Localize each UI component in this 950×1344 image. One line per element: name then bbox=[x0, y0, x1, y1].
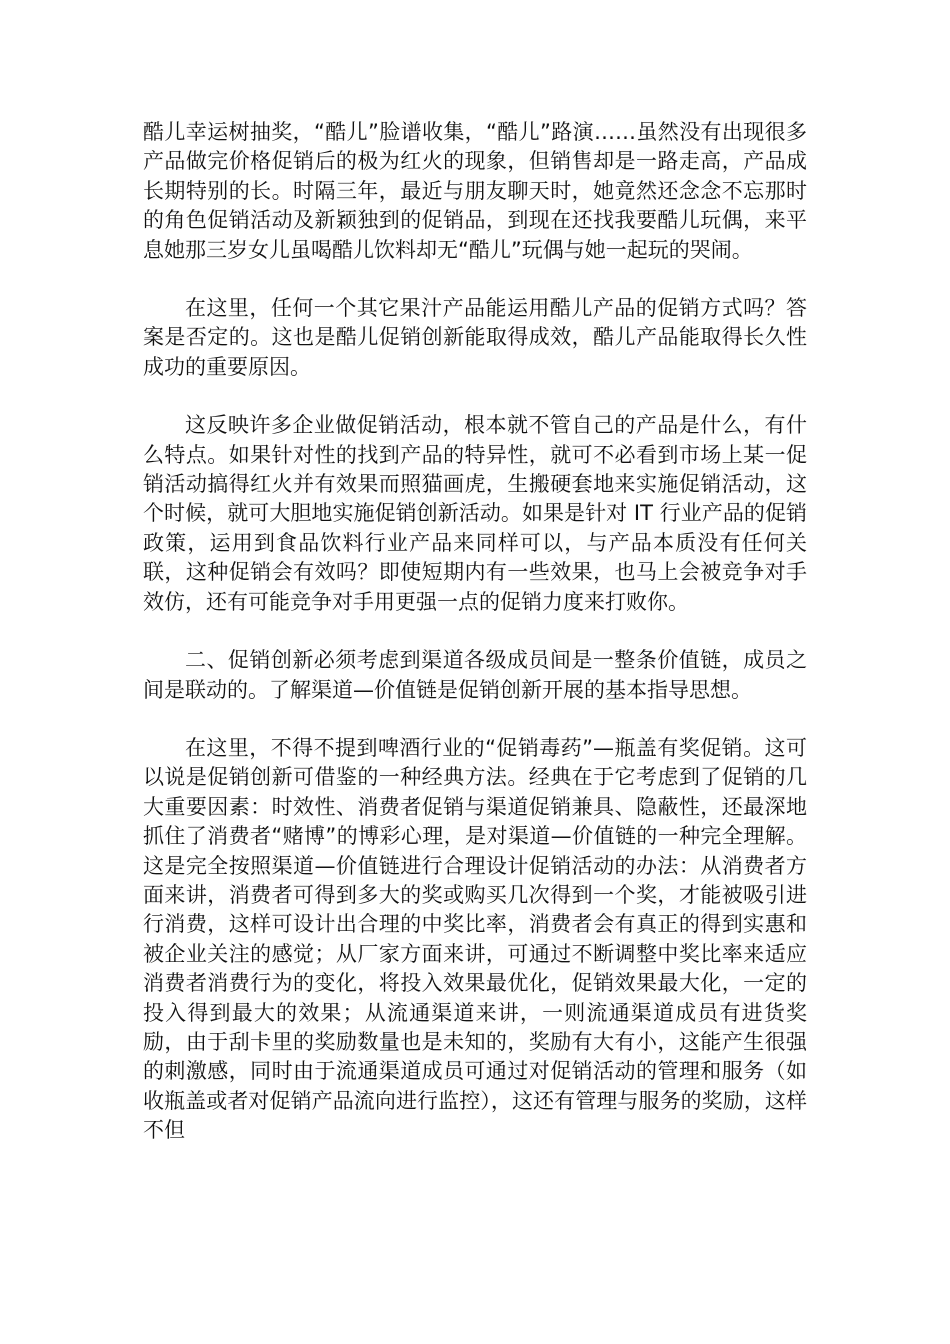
paragraph-3: 这反映许多企业做促销活动，根本就不管自己的产品是什么，有什么特点。如果针对性的找到产品的特异性，就可不必看到市场上某一促销活动搞得红火并有效果而照猫画虎，生搬硬套地来实施促销活动，这个时候，就可大胆地实施促销创新活动。如果是针对 IT 行业产品的促销政策，运用到食品饮料行业产品来同样可以，与产品本质没有任何关联，这种促销会有效吗？即使短期内有一些效果，也马上会被竞争对手效仿，还有可能竞争对手用更强一点的促销力度来打败你。 bbox=[143, 413, 807, 614]
paragraph-4: 二、促销创新必须考虑到渠道各级成员间是一整条价值链，成员之间是联动的。了解渠道—价值链是促销创新开展的基本指导思想。 bbox=[143, 648, 807, 702]
paragraph-5: 在这里，不得不提到啤酒行业的“促销毒药”—瓶盖有奖促销。这可以说是促销创新可借鉴的一种经典方法。经典在于它考虑到了促销的几大重要因素：时效性、消费者促销与渠道促销兼具、隐蔽性，还最深地抓住了消费者“赌博”的博彩心理，是对渠道—价值链的一种完全理解。这是完全按照渠道—价值链进行合理设计促销活动的办法：从消费者方面来讲，消费者可得到多大的奖或购买几次得到一个奖，才能被吸引进行消费，这样可设计出合理的中奖比率，消费者会有真正的得到实惠和被企业关注的感觉；从厂家方面来讲，可通过不断调整中奖比率来适应消费者消费行为的变化，将投入效果最优化，促销效果最大化，一定的投入得到最大的效果；从流通渠道来讲，一则流通渠道成员有进货奖励，由于刮卡里的奖励数量也是未知的，奖励有大有小，这能产生很强的刺激感，同时由于流通渠道成员可通过对促销活动的管理和服务（如收瓶盖或者对促销产品流向进行监控），这还有管理与服务的奖励，这样不但 bbox=[143, 735, 807, 1143]
paragraph-1: 酷儿幸运树抽奖，“酷儿”脸谱收集，“酷儿”路演……虽然没有出现很多产品做完价格促销后的极为红火的现象，但销售却是一路走高，产品成长期特别的长。时隔三年，最近与朋友聊天时，她竟然还念念不忘那时的角色促销活动及新颖独到的促销品，到现在还找我要酷儿玩偶，来平息她那三岁女儿虽喝酷儿饮料却无“酷儿”玩偶与她一起玩的哭闹。 bbox=[143, 120, 807, 262]
document-page bbox=[143, 118, 807, 1175]
paragraph-2: 在这里，任何一个其它果汁产品能运用酷儿产品的促销方式吗？答案是否定的。这也是酷儿促销创新能取得成效，酷儿产品能取得长久性成功的重要原因。 bbox=[143, 296, 807, 379]
